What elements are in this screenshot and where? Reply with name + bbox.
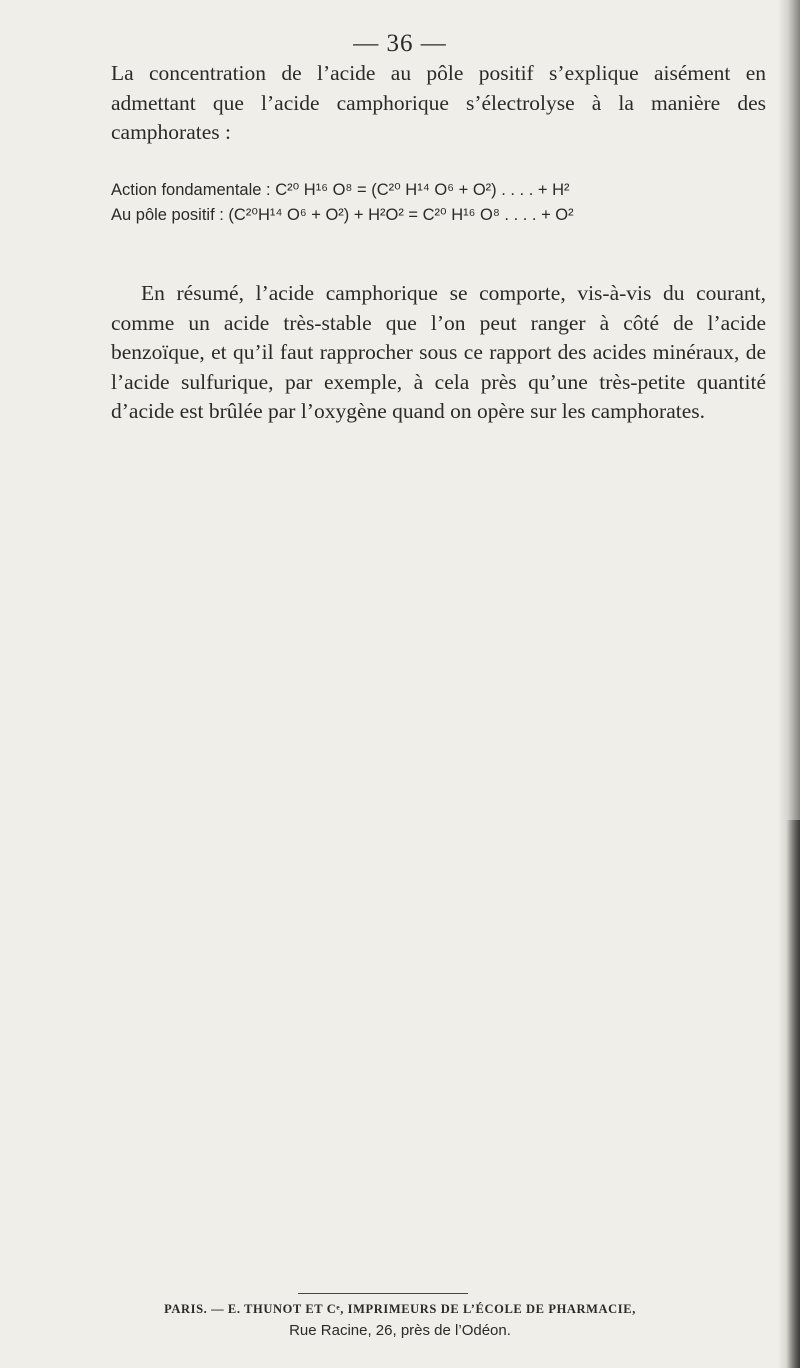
formula-label: Au pôle positif : [111, 206, 224, 224]
formula-positive-pole [111, 205, 771, 225]
page-number: — 36 — [353, 30, 447, 57]
formula-equation: (C²⁰H¹⁴ O⁶ + O²) + H²O² = C²⁰ H¹⁶ O⁸ . . . . + O² [228, 206, 574, 224]
paragraph-summary [111, 279, 766, 427]
page-edge-dark-shadow [786, 820, 800, 1368]
imprint-line-2: Rue Racine, 26, près de l’Odéon. [289, 1322, 511, 1339]
paragraph-intro [111, 59, 766, 148]
formula-fundamental-action [111, 180, 771, 200]
imprint-divider [298, 1293, 468, 1294]
formula-equation: C²⁰ H¹⁶ O⁸ = (C²⁰ H¹⁴ O⁶ + O²) . . . . + H² [275, 181, 570, 199]
paragraph-intro-text: La concentration de l’acide au pôle positif s’explique aisément en admettant que l’acide camphorique s’électrolyse à la manière des camphorates : [111, 61, 766, 144]
imprint-line-1: PARIS. — E. THUNOT ET Cᵉ, IMPRIMEURS DE L’ÉCOLE DE PHARMACIE, [164, 1302, 636, 1316]
formula-label: Action fondamentale : [111, 181, 271, 199]
paragraph-summary-text: En résumé, l’acide camphorique se comporte, vis-à-vis du courant, comme un acide très-stable que l’on peut ranger à côté de l’acide benzoïque, et qu’il faut rapprocher sous ce rapport des acides minéraux, de l’acide sulfurique, par exemple, à cela près qu’une très-petite quantité d’acide est brûlée par l’oxygène quand on opère sur les camphorates. [111, 281, 766, 423]
